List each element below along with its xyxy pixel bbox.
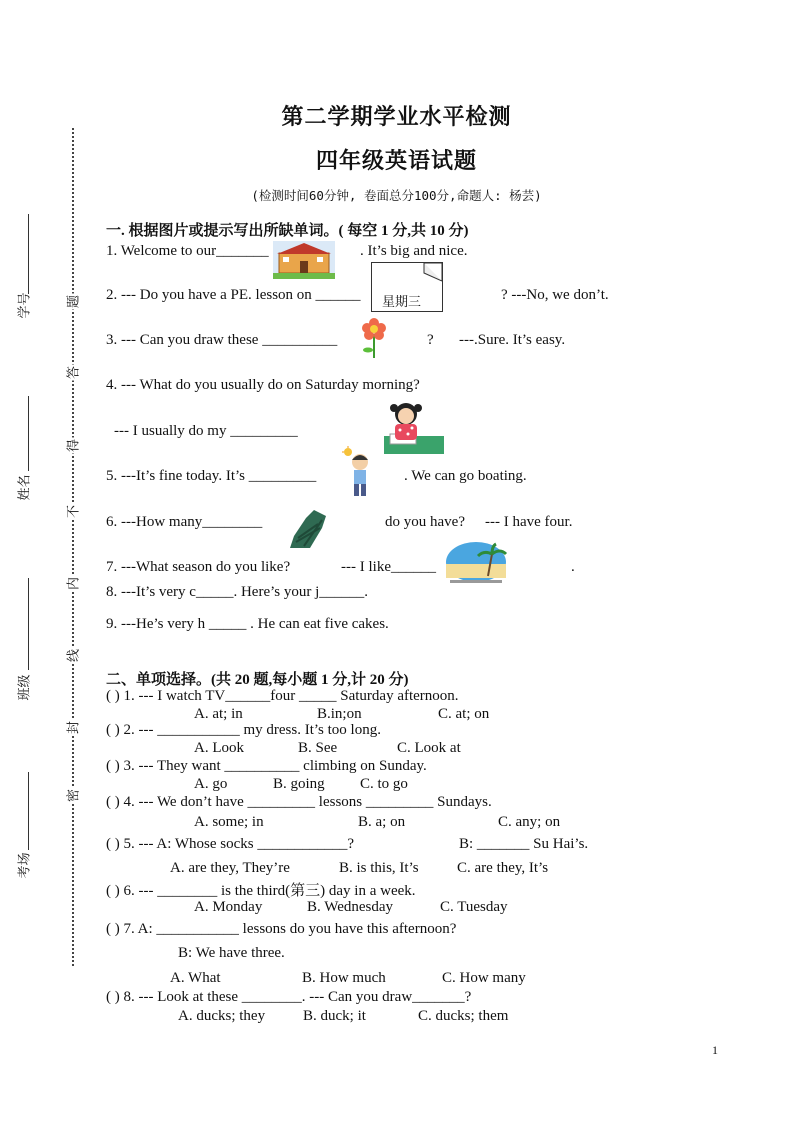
- mc-q5-option-b: B. is this, It’s: [339, 860, 419, 876]
- mc-q3-option-a: A. go: [194, 776, 228, 792]
- exam-room-label: 考场: [17, 852, 33, 879]
- q1-text-b: . It’s big and nice.: [360, 243, 468, 259]
- q3-text-c: ---.Sure. It’s easy.: [459, 332, 566, 348]
- mc-q1-option-a: A. at; in: [194, 706, 243, 722]
- wednesday-callout: [371, 262, 443, 312]
- class-line: [28, 578, 29, 670]
- student-id-label: 学号: [17, 292, 33, 319]
- name-line: [28, 396, 29, 471]
- summer-beach-picture: [444, 542, 508, 588]
- mc-q8: ( ) 8. --- Look at these ________. --- Can you draw_______?: [106, 989, 472, 1005]
- mc-q5-a: ( ) 5. --- A: Whose socks ____________?: [106, 836, 355, 852]
- mc-q7-option-a: A. What: [170, 970, 221, 986]
- q3-text-a: 3. --- Can you draw these __________: [106, 332, 338, 348]
- mc-q7-option-b: B. How much: [302, 970, 386, 986]
- mc-q4: ( ) 4. --- We don’t have _________ lessons _________ Sundays.: [106, 794, 492, 810]
- mc-q1: ( ) 1. --- I watch TV______four _____ Saturday afternoon.: [106, 688, 459, 704]
- mc-q5-option-c: C. are they, It’s: [457, 860, 549, 876]
- mc-q3-option-c: C. to go: [360, 776, 408, 792]
- mc-q2-option-c: C. Look at: [397, 740, 461, 756]
- mc-q6-option-c: C. Tuesday: [440, 899, 508, 915]
- mc-q8-option-a: A. ducks; they: [178, 1008, 266, 1024]
- callout-text: 星期三: [382, 295, 422, 310]
- mc-q4-option-b: B. a; on: [358, 814, 406, 830]
- q5-text-a: 5. ---It’s fine today. It’s _________: [106, 468, 317, 484]
- mc-q2-option-b: B. See: [298, 740, 338, 756]
- mc-q1-option-c: C. at; on: [438, 706, 490, 722]
- mc-q7-option-c: C. How many: [442, 970, 526, 986]
- mc-q2-option-a: A. Look: [194, 740, 244, 756]
- q6-text-a: 6. ---How many________: [106, 514, 263, 530]
- seal-char: 不: [63, 504, 82, 520]
- mc-q4-option-a: A. some; in: [194, 814, 264, 830]
- mc-q6-option-a: A. Monday: [194, 899, 263, 915]
- q9-text: 9. ---He’s very h _____ . He can eat five cakes.: [106, 616, 389, 632]
- mc-q6: ( ) 6. --- ________ is the third(第三) day in a week.: [106, 883, 416, 899]
- student-id-line: [28, 214, 29, 294]
- mc-q8-option-b: B. duck; it: [303, 1008, 366, 1024]
- mc-q2: ( ) 2. --- ___________ my dress. It’s too long.: [106, 722, 381, 738]
- exam-info: (检测时间60分钟, 卷面总分100分,命题人: 杨芸): [251, 188, 542, 203]
- seal-char: 题: [63, 294, 82, 310]
- seal-char: 得: [63, 438, 82, 454]
- name-label: 姓名: [17, 474, 33, 501]
- page-number: 1: [712, 1043, 718, 1057]
- q7-text-a: 7. ---What season do you like?: [106, 559, 291, 575]
- section-1-heading: 一. 根据图片或提示写出所缺单词。( 每空 1 分,共 10 分): [106, 223, 469, 239]
- exam-room-line: [28, 772, 29, 850]
- q7-text-b: --- I like______: [341, 559, 436, 575]
- binding-dotted-line: [72, 128, 74, 966]
- q7-text-c: .: [571, 559, 575, 575]
- q8-text: 8. ---It’s very c_____. Here’s your j______.: [106, 584, 369, 600]
- q4-text-b: --- I usually do my _________: [114, 423, 298, 439]
- mc-q3-option-b: B. going: [273, 776, 325, 792]
- mc-q4-option-c: C. any; on: [498, 814, 561, 830]
- flower-picture: [360, 318, 388, 358]
- q3-text-b: ?: [427, 332, 434, 348]
- girl-homework-picture: [378, 398, 446, 456]
- sweater-picture: [284, 508, 332, 552]
- q6-text-c: --- I have four.: [485, 514, 573, 530]
- mc-q6-option-b: B. Wednesday: [307, 899, 394, 915]
- q6-text-b: do you have?: [385, 514, 465, 530]
- q5-text-b: . We can go boating.: [404, 468, 527, 484]
- school-picture: [273, 241, 335, 279]
- mc-q3: ( ) 3. --- They want __________ climbing on Sunday.: [106, 758, 427, 774]
- page-subtitle: 四年级英语试题: [315, 148, 477, 173]
- q4-text-a: 4. --- What do you usually do on Saturday morning?: [106, 377, 420, 393]
- mc-q1-option-b: B.in;on: [317, 706, 362, 722]
- boy-sunny-picture: [342, 446, 374, 500]
- mc-q8-option-c: C. ducks; them: [418, 1008, 509, 1024]
- mc-q5-b: B: _______ Su Hai’s.: [459, 836, 589, 852]
- section-2-heading: 二、单项选择。(共 20 题,每小题 1 分,计 20 分): [106, 672, 409, 688]
- seal-char: 内: [63, 576, 82, 592]
- class-label: 班级: [17, 674, 33, 701]
- q2-text-a: 2. --- Do you have a PE. lesson on ______: [106, 287, 361, 303]
- q2-text-b: ? ---No, we don’t.: [501, 287, 609, 303]
- mc-q5-option-a: A. are they, They’re: [170, 860, 290, 876]
- seal-char: 封: [63, 720, 82, 736]
- seal-char: 答: [63, 365, 82, 381]
- page-title: 第二学期学业水平检测: [281, 104, 512, 129]
- mc-q7: ( ) 7. A: ___________ lessons do you have this afternoon?: [106, 921, 457, 937]
- seal-char: 密: [63, 788, 82, 804]
- seal-char: 线: [63, 648, 82, 664]
- q1-text-a: 1. Welcome to our_______: [106, 243, 269, 259]
- mc-q7-answer-line: B: We have three.: [178, 945, 285, 961]
